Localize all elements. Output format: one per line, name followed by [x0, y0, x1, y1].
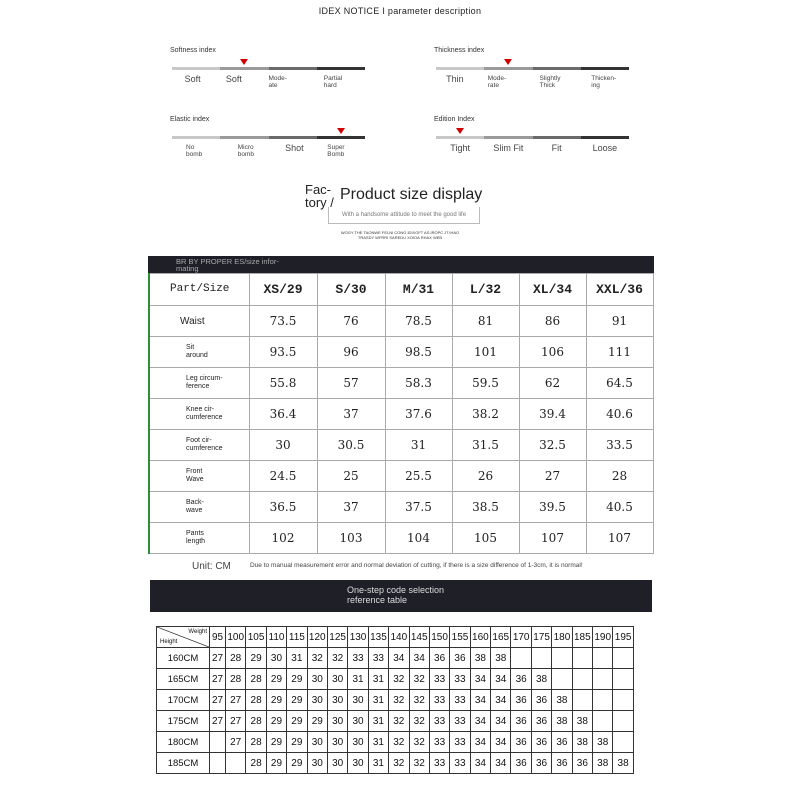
height-label-cell: 180CM	[157, 732, 210, 753]
elastic-index	[170, 116, 365, 166]
size-code-cell: 31	[368, 732, 388, 753]
size-code-cell: 38	[470, 648, 490, 669]
table-row	[157, 732, 634, 753]
size-code-cell: 30	[327, 690, 347, 711]
size-code-cell: 33	[450, 753, 470, 774]
size-header-row	[149, 274, 653, 306]
size-code-cell: 29	[307, 711, 327, 732]
measure-value: 106	[519, 337, 586, 368]
size-code-cell: 30	[327, 753, 347, 774]
table-row	[149, 430, 653, 461]
size-code-cell: 31	[368, 711, 388, 732]
size-code-cell: 33	[450, 690, 470, 711]
size-code-cell: 36	[429, 648, 449, 669]
measure-value: 30	[249, 430, 317, 461]
size-code-cell: 32	[307, 648, 327, 669]
table-row	[157, 711, 634, 732]
measure-value: 62	[519, 368, 586, 399]
measure-label: Sit around	[149, 337, 249, 368]
table-row	[149, 461, 653, 492]
size-code-cell	[613, 648, 633, 669]
size-table	[148, 273, 654, 554]
size-code-cell: 38	[491, 648, 511, 669]
measure-value: 76	[317, 306, 385, 337]
size-code-cell: 28	[246, 669, 266, 690]
size-code-cell: 28	[226, 648, 246, 669]
weight-header: 175	[531, 627, 551, 648]
index-option: Soft	[184, 74, 201, 84]
size-code-cell: 30	[348, 732, 368, 753]
weight-header: 135	[368, 627, 388, 648]
size-code-cell: 30	[327, 669, 347, 690]
measure-value: 101	[452, 337, 519, 368]
measure-value: 107	[519, 523, 586, 554]
size-code-cell	[593, 669, 613, 690]
size-code-cell: 32	[409, 669, 429, 690]
size-selection-table	[156, 626, 634, 774]
size-table-band	[148, 256, 654, 273]
measure-value: 91	[586, 306, 653, 337]
size-code-cell: 29	[287, 711, 307, 732]
table-row	[157, 753, 634, 774]
size-code-cell: 30	[266, 648, 286, 669]
measure-value: 25	[317, 461, 385, 492]
size-code-cell: 38	[572, 711, 592, 732]
size-code-cell: 34	[470, 732, 490, 753]
size-code-cell: 34	[470, 669, 490, 690]
measure-value: 37.5	[385, 492, 452, 523]
size-code-cell: 32	[409, 753, 429, 774]
page-title: IDEX NOTICE I parameter description	[318, 6, 482, 16]
size-code-cell: 30	[327, 711, 347, 732]
product-display-heading	[300, 181, 500, 241]
size-code-cell	[226, 753, 246, 774]
size-code-cell: 36	[531, 690, 551, 711]
index-label: Elastic index	[170, 116, 210, 123]
size-code-cell	[210, 753, 226, 774]
size-code-cell: 30	[348, 690, 368, 711]
index-marker-icon	[504, 59, 512, 65]
measure-value: 36.4	[249, 399, 317, 430]
weight-header: 160	[470, 627, 490, 648]
index-scale-bar	[436, 136, 629, 139]
weight-header: 170	[511, 627, 531, 648]
index-option: Partial hard	[323, 75, 343, 90]
size-code-cell	[572, 648, 592, 669]
weight-header: 140	[389, 627, 409, 648]
index-option: Loose	[592, 143, 618, 153]
measure-value: 98.5	[385, 337, 452, 368]
table-row	[149, 492, 653, 523]
index-marker-icon	[240, 59, 248, 65]
measure-value: 39.4	[519, 399, 586, 430]
size-code-cell: 27	[226, 711, 246, 732]
size-code-cell: 36	[511, 669, 531, 690]
measure-value: 103	[317, 523, 385, 554]
part-size-header: Part/Size	[149, 274, 249, 306]
weight-header: 150	[429, 627, 449, 648]
size-code-cell: 36	[511, 711, 531, 732]
measure-value: 28	[586, 461, 653, 492]
size-code-cell: 29	[287, 690, 307, 711]
weight-header: 165	[491, 627, 511, 648]
size-header: S/30	[317, 274, 385, 306]
size-code-cell	[572, 669, 592, 690]
size-code-cell: 31	[368, 669, 388, 690]
height-label-cell: 165CM	[157, 669, 210, 690]
table-row	[157, 690, 634, 711]
measure-value: 39.5	[519, 492, 586, 523]
size-code-cell: 32	[389, 711, 409, 732]
size-code-cell: 33	[368, 648, 388, 669]
measure-value: 33.5	[586, 430, 653, 461]
size-code-cell	[511, 648, 531, 669]
size-code-cell: 38	[613, 753, 633, 774]
size-code-cell: 33	[450, 711, 470, 732]
table-row	[157, 648, 634, 669]
size-code-cell: 30	[348, 711, 368, 732]
size-code-cell: 28	[246, 732, 266, 753]
measure-value: 93.5	[249, 337, 317, 368]
table-row	[157, 669, 634, 690]
weight-header: 195	[613, 627, 633, 648]
measure-value: 73.5	[249, 306, 317, 337]
measure-value: 40.5	[586, 492, 653, 523]
measure-value: 102	[249, 523, 317, 554]
size-code-cell	[593, 690, 613, 711]
size-code-cell: 34	[470, 690, 490, 711]
size-code-cell: 36	[552, 753, 572, 774]
measure-value: 36.5	[249, 492, 317, 523]
measure-value: 31.5	[452, 430, 519, 461]
weight-header: 120	[307, 627, 327, 648]
measure-value: 58.3	[385, 368, 452, 399]
size-code-cell: 36	[531, 711, 551, 732]
measure-value: 26	[452, 461, 519, 492]
size-code-cell: 29	[266, 690, 286, 711]
size-code-cell: 30	[327, 732, 347, 753]
size-code-cell: 29	[266, 753, 286, 774]
size-code-cell	[531, 648, 551, 669]
size-code-cell: 33	[450, 669, 470, 690]
weight-header: 145	[409, 627, 429, 648]
measure-value: 30.5	[317, 430, 385, 461]
size-code-cell	[613, 690, 633, 711]
size-code-cell: 33	[348, 648, 368, 669]
size-code-cell: 34	[491, 753, 511, 774]
size-code-cell: 30	[348, 753, 368, 774]
edition-index	[434, 116, 629, 166]
size-code-cell: 34	[491, 711, 511, 732]
size-code-cell: 33	[429, 711, 449, 732]
weight-label: Weight	[188, 629, 207, 635]
measure-value: 78.5	[385, 306, 452, 337]
size-code-cell	[613, 711, 633, 732]
measure-value: 57	[317, 368, 385, 399]
measure-value: 107	[586, 523, 653, 554]
size-code-cell: 29	[246, 648, 266, 669]
index-option: Thicken- ing	[591, 75, 617, 90]
product-display-title: Product size display	[340, 186, 483, 203]
size-code-cell: 34	[491, 732, 511, 753]
measure-label: Front Wave	[149, 461, 249, 492]
weight-height-corner	[157, 627, 210, 648]
size-code-cell	[593, 711, 613, 732]
size-code-cell: 34	[409, 648, 429, 669]
size-table-band-text: BR BY PROPER ES/size infor- mating	[176, 257, 279, 273]
size-code-cell: 29	[266, 669, 286, 690]
measure-value: 111	[586, 337, 653, 368]
measure-value: 37.6	[385, 399, 452, 430]
size-code-cell: 30	[307, 669, 327, 690]
size-code-cell: 36	[572, 753, 592, 774]
weight-header: 105	[246, 627, 266, 648]
measure-value: 96	[317, 337, 385, 368]
size-code-cell: 36	[511, 732, 531, 753]
index-scale-bar	[436, 67, 629, 70]
measurement-note: Due to manual measurement error and normal deviation of cutting, if there is a size difference of 1-3cm, it is normal!	[250, 562, 583, 569]
index-option: Super Bomb	[327, 144, 345, 159]
size-code-cell: 30	[307, 732, 327, 753]
product-display-microtext: WOGY THE TAONWE FELNI CONG IDIXGFT AS.IROPC JT.IHAO TRASDY WFRRI SAREDU XOIOA RHAX WEB	[340, 230, 460, 240]
size-code-cell: 38	[593, 753, 613, 774]
size-code-cell	[593, 648, 613, 669]
selection-title: One-step code selection reference table	[347, 585, 445, 605]
size-code-cell: 34	[470, 711, 490, 732]
size-code-cell	[613, 732, 633, 753]
size-code-cell: 32	[327, 648, 347, 669]
measure-value: 25.5	[385, 461, 452, 492]
weight-header: 130	[348, 627, 368, 648]
measure-value: 37	[317, 399, 385, 430]
size-code-cell: 34	[491, 669, 511, 690]
measure-value: 32.5	[519, 430, 586, 461]
size-code-cell: 34	[470, 753, 490, 774]
index-option: Mode- rate	[487, 75, 507, 90]
factory-label: Fac- tory /	[305, 182, 334, 210]
measure-value: 27	[519, 461, 586, 492]
weight-header: 190	[593, 627, 613, 648]
size-code-cell: 32	[409, 732, 429, 753]
weight-header-row	[157, 627, 634, 648]
table-row	[149, 523, 653, 554]
thickness-index	[434, 47, 629, 97]
size-code-cell: 29	[287, 669, 307, 690]
measure-label: Pants length	[149, 523, 249, 554]
size-code-cell: 29	[287, 753, 307, 774]
size-code-cell: 33	[429, 732, 449, 753]
measure-value: 24.5	[249, 461, 317, 492]
measure-value: 31	[385, 430, 452, 461]
measure-value: 38.2	[452, 399, 519, 430]
size-code-cell	[613, 669, 633, 690]
index-option: No bomb	[186, 144, 203, 159]
size-code-cell: 28	[246, 690, 266, 711]
index-option: Micro bomb	[237, 144, 255, 159]
weight-header: 155	[450, 627, 470, 648]
size-code-cell: 38	[572, 732, 592, 753]
size-code-cell: 27	[210, 711, 226, 732]
size-code-cell: 32	[409, 711, 429, 732]
weight-header: 95	[210, 627, 226, 648]
measure-value: 37	[317, 492, 385, 523]
unit-label: Unit: CM	[192, 561, 231, 572]
size-code-cell: 27	[226, 690, 246, 711]
size-code-cell: 32	[389, 753, 409, 774]
measure-value: 59.5	[452, 368, 519, 399]
size-code-cell: 31	[348, 669, 368, 690]
size-code-cell: 33	[429, 690, 449, 711]
measure-label: Back- wave	[149, 492, 249, 523]
index-option: Fit	[551, 143, 562, 153]
size-code-cell: 36	[552, 732, 572, 753]
size-code-cell: 27	[210, 648, 226, 669]
size-code-cell: 38	[531, 669, 551, 690]
size-code-cell: 36	[511, 753, 531, 774]
measure-value: 64.5	[586, 368, 653, 399]
size-code-cell: 30	[307, 690, 327, 711]
size-code-cell	[572, 690, 592, 711]
size-code-cell: 32	[389, 690, 409, 711]
weight-header: 115	[287, 627, 307, 648]
size-header: XS/29	[249, 274, 317, 306]
index-option: Tight	[450, 143, 470, 153]
height-label: Height	[160, 639, 178, 645]
size-header: XXL/36	[586, 274, 653, 306]
index-marker-icon	[337, 128, 345, 134]
weight-header: 125	[327, 627, 347, 648]
index-label: Thickness index	[434, 47, 485, 54]
measure-value: 86	[519, 306, 586, 337]
size-code-cell: 38	[593, 732, 613, 753]
measure-value: 38.5	[452, 492, 519, 523]
size-code-cell: 28	[246, 711, 266, 732]
table-row	[149, 368, 653, 399]
measure-value: 40.6	[586, 399, 653, 430]
size-code-cell: 28	[226, 669, 246, 690]
size-code-cell: 36	[450, 648, 470, 669]
size-code-cell: 33	[429, 753, 449, 774]
size-code-cell: 36	[531, 753, 551, 774]
size-code-cell	[552, 648, 572, 669]
size-code-cell: 29	[287, 732, 307, 753]
size-code-cell: 31	[368, 690, 388, 711]
table-row	[149, 399, 653, 430]
height-label-cell: 175CM	[157, 711, 210, 732]
size-code-cell: 38	[552, 690, 572, 711]
size-header: XL/34	[519, 274, 586, 306]
softness-index	[170, 47, 365, 97]
size-code-cell	[210, 732, 226, 753]
measure-label: Leg circum- ference	[149, 368, 249, 399]
size-code-cell: 31	[368, 753, 388, 774]
index-option: Soft	[225, 74, 242, 84]
measure-label: Foot cir- cumference	[149, 430, 249, 461]
size-code-cell: 29	[266, 711, 286, 732]
weight-header: 185	[572, 627, 592, 648]
index-scale-bar	[172, 136, 365, 139]
index-option: Mode- ate	[268, 75, 287, 90]
selection-band	[150, 580, 652, 612]
index-option: Shot	[285, 143, 304, 153]
size-code-cell: 32	[409, 690, 429, 711]
measure-label: Waist	[149, 306, 249, 337]
size-code-cell: 38	[552, 711, 572, 732]
size-code-cell: 27	[210, 669, 226, 690]
index-option: Slim Fit	[493, 143, 524, 153]
size-code-cell: 28	[246, 753, 266, 774]
size-code-cell: 30	[307, 753, 327, 774]
height-label-cell: 185CM	[157, 753, 210, 774]
size-header: M/31	[385, 274, 452, 306]
size-header: L/32	[452, 274, 519, 306]
measure-value: 105	[452, 523, 519, 554]
size-code-cell: 34	[491, 690, 511, 711]
size-code-cell: 31	[287, 648, 307, 669]
size-code-cell: 36	[531, 732, 551, 753]
size-code-cell: 32	[389, 669, 409, 690]
measure-value: 81	[452, 306, 519, 337]
index-option: Slightly Thick	[539, 75, 561, 90]
index-label: Softness index	[170, 47, 216, 54]
weight-header: 100	[226, 627, 246, 648]
table-row	[149, 337, 653, 368]
measure-label: Knee cir- cumference	[149, 399, 249, 430]
size-code-cell: 27	[210, 690, 226, 711]
size-code-cell: 36	[511, 690, 531, 711]
product-display-subtitle: With a handsome attitude to meet the good life	[328, 207, 480, 224]
measure-value: 55.8	[249, 368, 317, 399]
height-label-cell: 160CM	[157, 648, 210, 669]
size-code-cell: 33	[450, 732, 470, 753]
index-marker-icon	[456, 128, 464, 134]
table-row	[149, 306, 653, 337]
weight-header: 180	[552, 627, 572, 648]
index-scale-bar	[172, 67, 365, 70]
size-code-cell: 32	[389, 732, 409, 753]
measure-value: 104	[385, 523, 452, 554]
size-code-cell: 33	[429, 669, 449, 690]
index-option: Thin	[446, 74, 464, 84]
size-code-cell: 34	[389, 648, 409, 669]
size-code-cell	[552, 669, 572, 690]
index-label: Edition Index	[434, 116, 475, 123]
height-label-cell: 170CM	[157, 690, 210, 711]
size-code-cell: 29	[266, 732, 286, 753]
weight-header: 110	[266, 627, 286, 648]
size-code-cell: 27	[226, 732, 246, 753]
